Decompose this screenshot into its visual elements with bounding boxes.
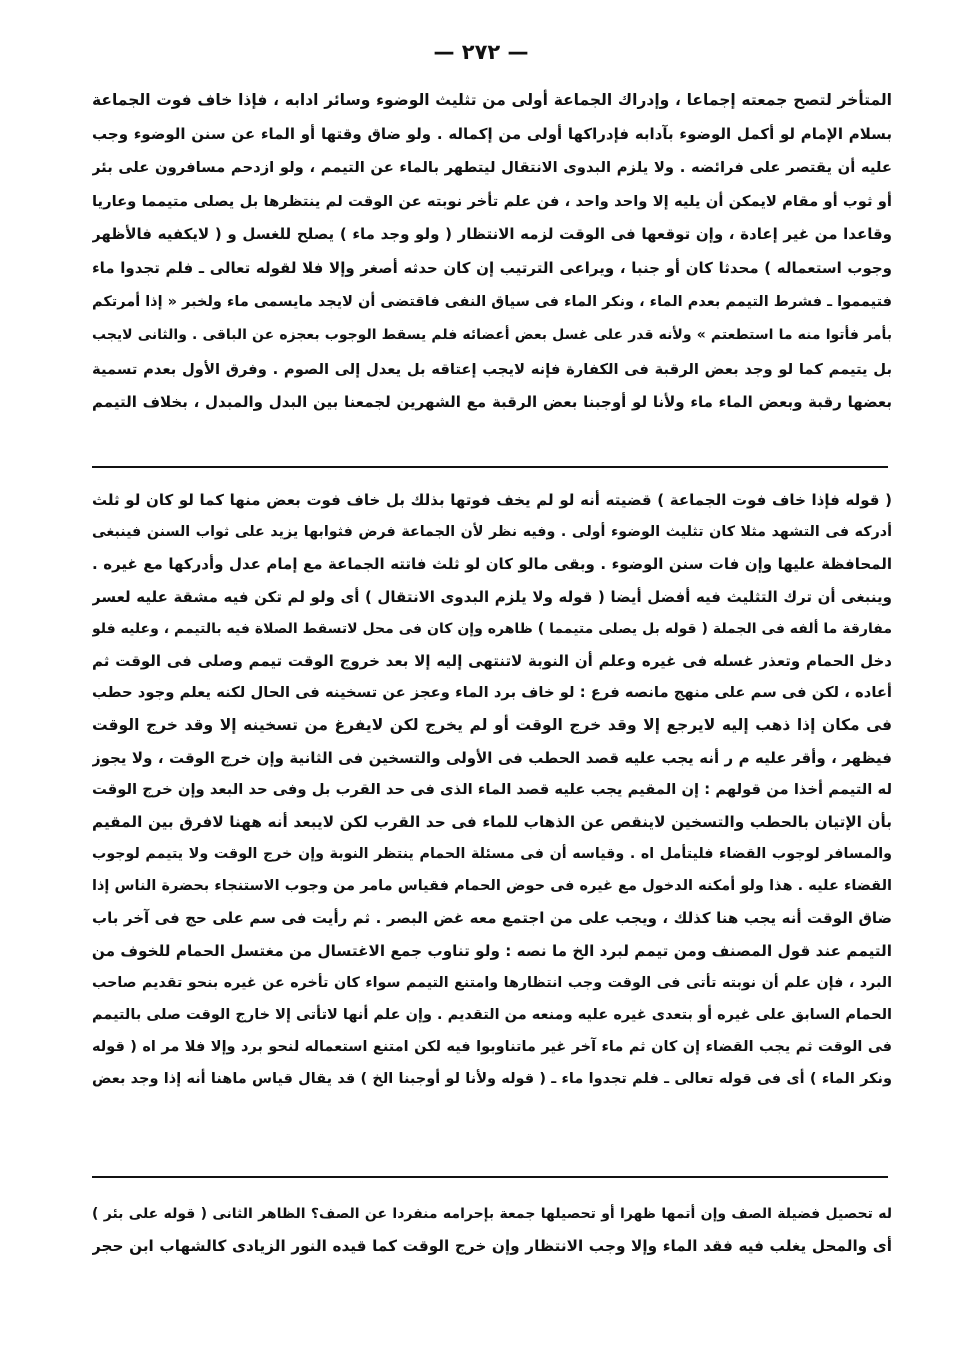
- commentary-line: فيظهر ، وأقر عليه م ر أنه يجب عليه قصد الحطب فى الأولى والتسخين فى الثانية وإن خرج الوقت ، ولا يجوز: [92, 748, 892, 767]
- commentary-line: فى الوقت ثم يجب القضاء إن كان ثم ماء آخر غير ماتناوبوا فيه لكن امتنع استعماله لنحو برد وإلا فلا مر اه ( قوله: [92, 1039, 892, 1056]
- text-line: بعضها رقبة وبعض الماء ماء ولأنا لو أوجبنا بعض الرقبة مع الشهرين لجمعنا بين البدل والمبدل ، بخلاف التيمم: [92, 393, 892, 412]
- section-divider: [92, 1176, 888, 1178]
- commentary-line: الحمام السابق على غيره أو بتعدى غيره عليه ومنعه من التقديم . وإن علم أنها لاتأتى إلا خارج الوقت صلى بالتيمم: [92, 1007, 892, 1023]
- text-line: وجوب استعماله ) محدثا كان أو جنبا ، ويراعى الترتيب إن كان حدثه أصغر وإلا فلا لقوله تعالى ـ فلم تجدوا ماء: [92, 258, 892, 277]
- text-line: وقاعدا من غير إعادة ، وإن توقعها فى الوقت لزمه الانتظار ( ولو وجد ماء ) يصلح للغسل و ( لايكفيه فالأظهر: [92, 225, 892, 244]
- text-line: عليه أن يقتصر على فرائضه . ولا يلزم البدوى الانتقال ليتطهر بالماء عن التيمم ، ولو ازدحم مسافرون على بئر: [92, 159, 892, 177]
- text-line: بل يتيمم كما لو وجد بعض الرقبة فى الكفارة فإنه لايجب إعتاقه بل يعدل إلى الصوم . وفرق الأول بعدم تسمية: [92, 360, 892, 378]
- commentary-line: مفارقة ما ألفه فى الجملة ( قوله بل يصلى متيمما ) ظاهره وإن كان فى محل لاتسقط الصلاة فيه بالتيمم ، وعليه فلو: [92, 620, 892, 637]
- commentary-line: البرد ، فإن علم أن نوبته تأتى فى الوقت وجب انتظارها وامتنع التيمم سواء كان تأخره عن غيره بنحو تقديم صاحب: [92, 974, 892, 991]
- section-divider: [92, 466, 888, 468]
- page-number: — ٢٧٢ —: [433, 40, 529, 64]
- commentary-line: أدركه فى التشهد مثلا كان تثليث الوضوء أولى . وفيه نظر لأن الجماعة فرض فثوابها يزيد على ثواب السنن فينبغى: [92, 524, 892, 541]
- footnote-line: له تحصيل فضيلة الصف وإن أتمها ظهرا أو تحصيلها جمعة بإحرامه منفردا عن الصف؟ الظاهر الثانى ( قوله على بئر ): [92, 1206, 892, 1222]
- text-line: أو ثوب أو مقام لايمكن أن يليه إلا واحد واحد ، فن علم تأخر نوبته عن الوقت لم ينتظرها بل يصلى متيمما وعاريا: [92, 192, 892, 210]
- footnote-line: أى والمحل يغلب فيه فقد الماء وإلا وجب الانتظار وإن خرج الوقت كما قيده النور الزيادى كالشهاب ابن حجر: [92, 1237, 892, 1255]
- text-line: بسلام الإمام لو أكمل الوضوء بآدابه فإدراكها أولى من إكماله . ولو ضاق وقتها أو الماء عن سنن الوضوء وجب: [92, 124, 892, 143]
- commentary-line: التيمم عند قول المصنف ومن تيمم لبرد الخ ما نصه : ولو تناوب جمع الاغتسال من مغتسل الحمام للخوف من: [92, 941, 892, 960]
- commentary-block: [92, 484, 892, 1096]
- commentary-line: المحافظة عليها وإن فات سنن الوضوء . وبقى مالو كان لو ثلث فاتته الجماعة مع إمام عدل وأدركها مع غيره .: [92, 555, 892, 574]
- commentary-line: دخل الحمام وتعذر غسله فى غيره وعلم أن النوبة لاتنتهى إليه إلا بعد خروج الوقت تيمم وصلى فى الوقت ثم: [92, 651, 892, 670]
- commentary-line: وينبغى أن ترك التثليث فيه أفضل أيضا ( قوله ولا يلزم البدوى الانتقال ) أى ولو لم تكن فيه مشقة عليه لعسر: [92, 587, 892, 606]
- commentary-line: ونكر الماء ) أى فى قوله تعالى ـ فلم تجدوا ماء ـ ( قوله ولأنا لو أوجبنا الخ ) قد يقال قياس ماهنا أنه إذا وجد بعض: [92, 1071, 892, 1088]
- text-line: فتيمموا ـ فشرط التيمم بعدم الماء ، ونكر الماء فى سياق النفى فاقتضى أن لايجد مايسمى ماء ولخبر « إذا أمرتكم: [92, 293, 892, 310]
- commentary-line: أعاده ، لكن فى سم على منهج مانصه فرع : لو خاف برد الماء وعجز عن تسخينه فى الحال لكنه يعلم وجود حطب: [92, 684, 892, 702]
- commentary-line: ( قوله فإذا خاف فوت الجماعة ) قضيته أنه لو لم يخف فوتها بذلك بل خاف فوت بعض منها كما لو كان لو ثلث: [92, 491, 892, 509]
- text-line: المتأخر لتصح جمعته إجماعا ، وإدراك الجماعة أولى من تثليث الوضوء وسائر ادابه ، فإذا خاف فوت الجماعة: [92, 91, 892, 109]
- main-text-block: [92, 84, 892, 420]
- commentary-line: فى مكان إذا ذهب إليه لايرجع إلا وقد خرج الوقت أو لم يخرج لكن لايفرغ من تسخينه إلا وقد خرج الوقت: [92, 716, 892, 735]
- commentary-line: والمسافر لوجوب القضاء فليتأمل اه . وقياسه أن فى مسئلة الحمام ينتظر النوبة وإن خرج الوقت ولا يتيمم لوجوب: [92, 846, 892, 863]
- commentary-line: ضاق الوقت أنه يجب هنا كذلك ، ويجب على من اجتمع معه غض البصر . ثم رأيت فى سم على حج فى آخر باب: [92, 909, 892, 928]
- text-line: بأمر فأتوا منه ما استطعتم » ولأنه قدر على غسل بعض أعضائه فلم يسقط الوجوب بعجزه عن الباقى . والثانى لايجب: [92, 327, 892, 344]
- commentary-line: القضاء عليه . هذا ولو أمكنه الدخول مع غيره فى حوض الحمام فقياس مامر من وجوب الاستنجاء بحضرة الناس إذا: [92, 878, 892, 895]
- commentary-line: بأن الإتيان بالحطب والتسخين لاينقص عن الذهاب للماء فى حد القرب لكن لايبعد أنه ههنا لافرق بين المقيم: [92, 812, 892, 831]
- commentary-line: له التيمم أخذا من قولهم : إن المقيم يجب عليه قصد الماء الذى فى حد القرب بل وفى حد البعد وإن خرج الوقت: [92, 780, 892, 798]
- footnote-block: [92, 1198, 892, 1262]
